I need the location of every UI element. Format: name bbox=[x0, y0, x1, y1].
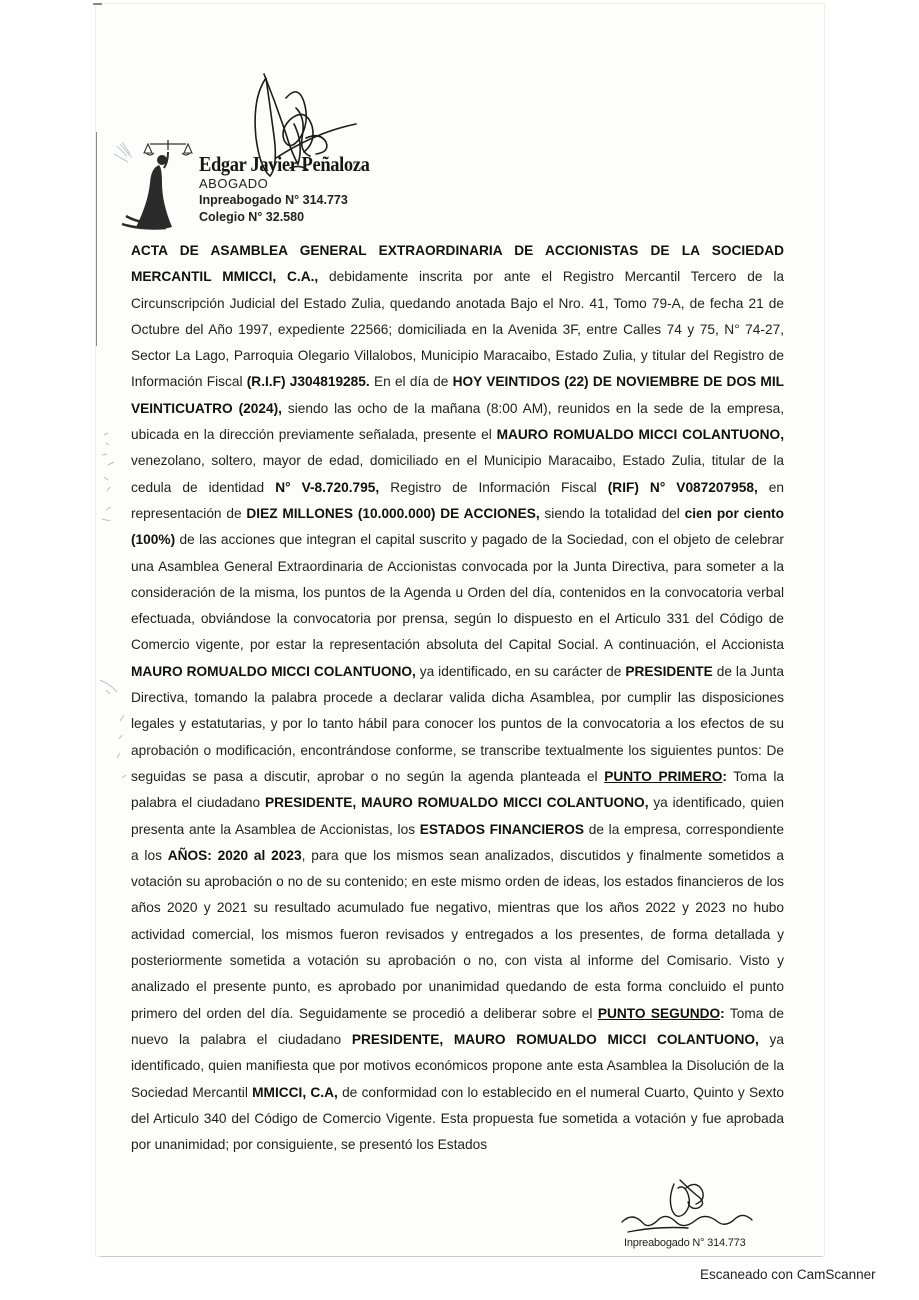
body-text-run: En el día de bbox=[369, 374, 453, 390]
handwritten-signature-top bbox=[236, 68, 366, 218]
body-text-run: venezolano, soltero, mayor de edad, domiciliado en el Municipio Maracaibo, Estado Zulia, titular de la cedula de identidad bbox=[131, 453, 784, 495]
body-text-run: Registro de Información Fiscal bbox=[379, 479, 608, 495]
emphasized-text: PRESIDENTE bbox=[625, 663, 713, 679]
emphasized-text: PUNTO SEGUNDO bbox=[597, 1005, 721, 1021]
emphasized-text: ESTADOS FINANCIEROS bbox=[419, 821, 584, 837]
body-text-run: de conformidad con lo establecido en el numeral Cuarto, Quinto y Sexto del Articulo 340 del Código de Comercio Vigente. Esta propuesta fue sometida a votación y fue aprobada por unanimidad; por consiguiente, se presentó los Estados bbox=[131, 1084, 784, 1153]
acta-body-text bbox=[131, 238, 784, 1158]
body-text-run: ya identificado, quien presenta ante la Asamblea de Accionistas, los bbox=[131, 795, 784, 837]
emphasized-text: N° V-8.720.795, bbox=[275, 479, 380, 495]
body-text-run: Toma la palabra el ciudadano bbox=[131, 768, 785, 811]
margin-scan-marks bbox=[96, 415, 136, 795]
emphasized-text: ACTA DE ASAMBLEA GENERAL EXTRAORDINARIA DE ACCIONISTAS DE LA SOCIEDAD MERCANTIL MMICCI, C.A., bbox=[131, 243, 784, 285]
emphasized-text: AÑOS: 2020 al 2023 bbox=[167, 847, 302, 863]
body-text-run: ya identificado, quien manifiesta que por motivos económicos propone ante esta Asamblea la Disolución de la Sociedad Mercantil bbox=[131, 1031, 785, 1100]
emphasized-text: PRESIDENTE, MAURO ROMUALDO MICCI COLANTUONO, bbox=[264, 795, 649, 811]
body-text-run: ya identificado, en su carácter de bbox=[415, 663, 626, 679]
binding-line bbox=[96, 132, 97, 346]
acta-paragraph bbox=[131, 238, 784, 1158]
corner-mark bbox=[93, 3, 102, 5]
emphasized-text: DIEZ MILLONES (10.000.000) DE ACCIONES, bbox=[246, 505, 540, 521]
letterhead-title: ABOGADO bbox=[199, 176, 269, 191]
body-text-run: siendo la totalidad del bbox=[539, 505, 685, 521]
stamp-inpreabogado: Inpreabogado N° 314.773 bbox=[624, 1237, 746, 1249]
body-text-run: debidamente inscrita por ante el Registro Mercantil Tercero de la Circunscripción Judicial del Estado Zulia, quedando anotada Bajo el Nro. 41, Tomo 79-A, de fecha 21 de Octubre del Año 1997, expediente 22566; domiciliada en la Avenida 3F, entre Calles 74 y 75, N° 74-27, Sector La Lago, Parroquia Olegario Villalobos, Municipio Maracaibo, Estado Zulia, y titular del Registro de Información Fiscal bbox=[131, 269, 784, 390]
letterhead-inpreabogado: Inpreabogado N° 314.773 bbox=[199, 193, 348, 207]
emphasized-text: MMICCI, C.A, bbox=[252, 1084, 338, 1100]
camscanner-label: Escaneado con CamScanner bbox=[700, 1267, 876, 1282]
emphasized-text: : bbox=[720, 1005, 725, 1021]
body-text-run: en representación de bbox=[131, 479, 785, 521]
body-text-run: de la Junta Directiva, tomando la palabra procede a declarar valida dicha Asamblea, por cumplir las disposiciones legales y estatutarias, y por lo tanto hábil para conocer los puntos de la convocatoria a los efectos de su aprobación o modificación, encontrándose conforme, se transcribe textualmente los siguientes puntos: De seguidas se pasa a discutir, aprobar o no según la agenda planteada el bbox=[131, 663, 784, 784]
emphasized-text: MAURO ROMUALDO MICCI COLANTUONO, bbox=[496, 427, 784, 443]
body-text-run: , para que los mismos sean analizados, discutidos y finalmente sometidos a votación su aprobación o no de su contenido; en este mismo orden de ideas, los estados financieros de los años 2020 y 2021 su resultado acumulado fue negativo, mientras que los años 2022 y 2023 no hubo actividad comercial, los mismos fueron revisados y entregados a los presentes, de forma detallada y posteriormente sometida a votación su aprobación o no, con vista al informe del Comisario. Visto y analizado el presente punto, es aprobado por unanimidad quedando de esta forma concluido el punto primero del orden del día. Seguidamente se procedió a deliberar sobre el bbox=[131, 847, 785, 1021]
body-text-run: de las acciones que integran el capital suscrito y pagado de la Sociedad, con el objeto de celebrar una Asamblea General Extraordinaria de Accionistas convocada por la Junta Directiva, para someter a la consideración de la misma, los puntos de la Agenda u Orden del día, contenidos en la convocatoria verbal efectuada, obviándose la convocatoria por prensa, según lo dispuesto en el Articulo 331 del Código de Comercio vigente, por estar la representación absoluta del Capital Social. A continuación, el Accionista bbox=[131, 532, 784, 653]
letterhead-name: Edgar Javier Peñaloza bbox=[199, 152, 370, 176]
emphasized-text: PRESIDENTE, MAURO ROMUALDO MICCI COLANTUONO, bbox=[351, 1031, 759, 1047]
emphasized-text: (RIF) N° V087207958, bbox=[607, 479, 758, 495]
emphasized-text: cien por ciento (100%) bbox=[131, 505, 784, 548]
letterhead-colegio: Colegio N° 32.580 bbox=[199, 210, 305, 224]
emphasized-text: HOY VEINTIDOS (22) DE NOVIEMBRE DE DOS MIL VEINTICUATRO (2024), bbox=[131, 374, 784, 416]
body-text-run: Toma de nuevo la palabra el ciudadano bbox=[131, 1005, 784, 1047]
body-text-run: siendo las ocho de la mañana (8:00 AM), reunidos en la sede de la empresa, ubicada en la dirección previamente señalada, presente el bbox=[131, 400, 784, 443]
emphasized-text: : bbox=[722, 768, 727, 784]
body-text-run: de la empresa, correspondiente a los bbox=[131, 821, 785, 863]
lady-justice-logo-icon bbox=[112, 140, 194, 232]
emphasized-text: (R.I.F) J304819285. bbox=[246, 374, 370, 390]
emphasized-text: MAURO ROMUALDO MICCI COLANTUONO, bbox=[131, 663, 416, 679]
emphasized-text: PUNTO PRIMERO bbox=[604, 768, 723, 784]
